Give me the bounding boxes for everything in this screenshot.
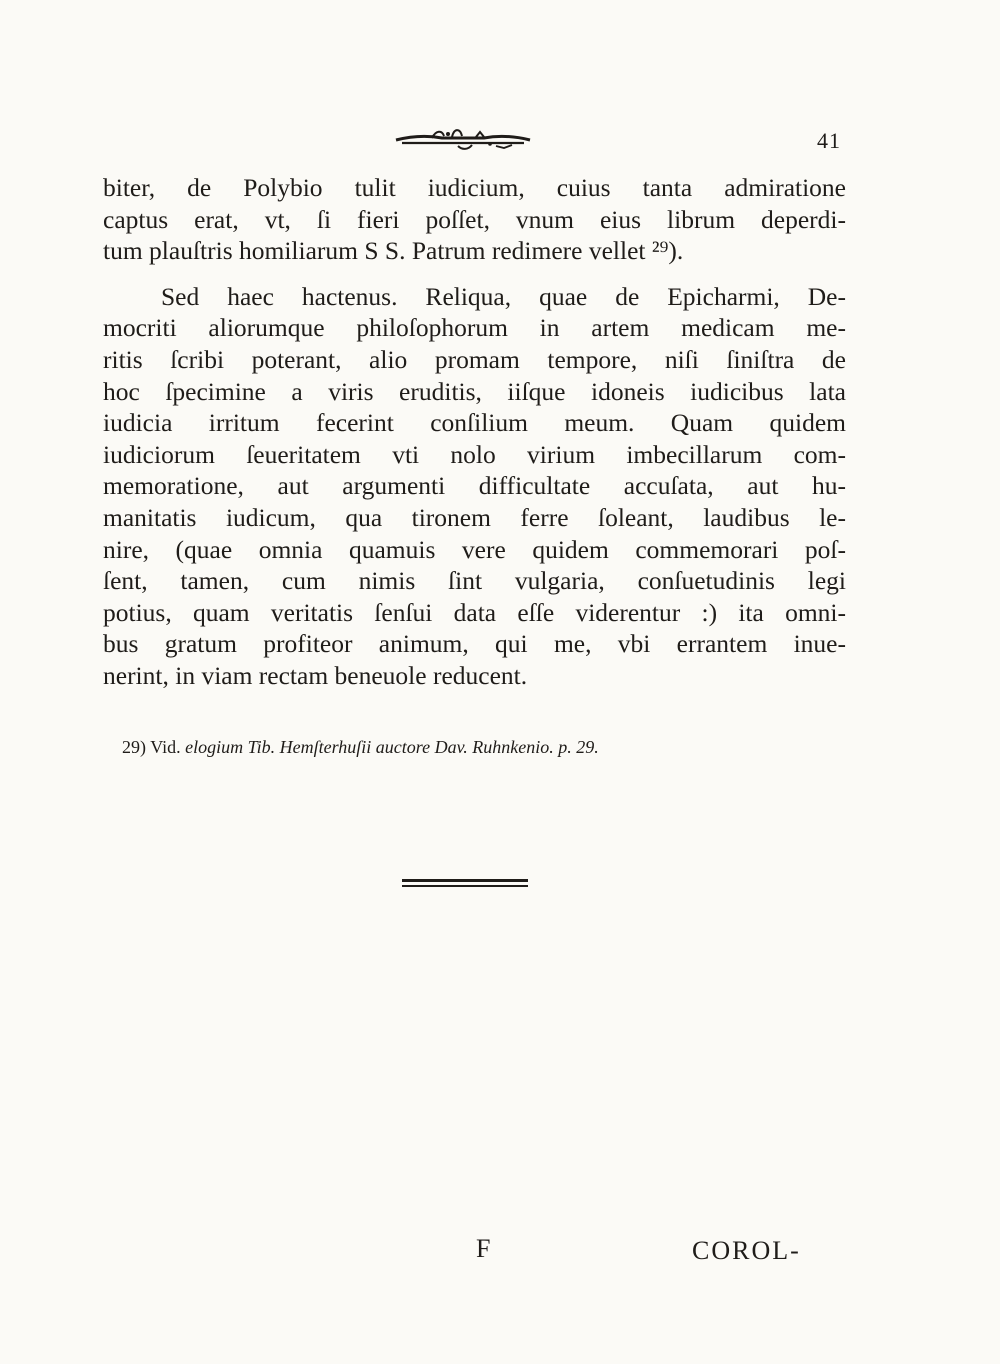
body-text — [103, 172, 846, 692]
paragraph-2 — [103, 281, 846, 692]
ornamental-headpiece-icon — [392, 126, 534, 152]
text-line: biter, de Polybio tulit iudicium, cuius tanta admiratione — [103, 173, 846, 202]
text-line: memoratione, aut argumenti difficultate accuſata, aut hu- — [103, 471, 846, 501]
text-line: ritis ſcribi poterant, alio promam tempore, niſi ſiniſtra de — [103, 344, 846, 374]
text-line: ſent, tamen, cum nimis ſint vulgaria, conſuetudinis legi — [103, 566, 846, 596]
signature-mark: F — [476, 1234, 491, 1263]
footnote-lead: Vid. — [150, 737, 181, 757]
text-line: iudiciorum ſeueritatem vti nolo virium imbecillarum com- — [103, 439, 846, 469]
text-line: hoc ſpecimine a viris eruditis, iiſque idoneis iudicibus lata — [103, 376, 846, 406]
text-line: captus erat, vt, ſi fieri poſſet, vnum eius librum deperdi- — [103, 204, 846, 234]
text-line: iudicia irritum fecerint conſilium meum. Quam quidem — [103, 408, 846, 438]
text-line: bus gratum profiteor animum, qui me, vbi errantem inue- — [103, 629, 846, 659]
text-line: tum plauſtris homiliarum S S. Patrum redimere vellet ²⁹). — [103, 236, 684, 266]
text-line: Sed haec hactenus. Reliqua, quae de Epicharmi, De- — [161, 281, 846, 311]
text-line: nire, (quae omnia quamuis vere quidem commemorari poſ- — [103, 534, 846, 564]
text-line: potius, quam veritatis ſenſui data eſſe viderentur :) ita omni- — [103, 597, 846, 627]
catchword: COROL- — [692, 1236, 801, 1265]
text-line: manitatis iudicum, qua tironem ferre ſoleant, laudibus le- — [103, 502, 846, 532]
text-line: nerint, in viam rectam beneuole reducent. — [103, 660, 528, 690]
footnote-citation: elogium Tib. Hemſterhuſii auctore Dav. Ruhnkenio. p. 29. — [185, 737, 599, 757]
text-line: mocriti aliorumque philoſophorum in artem medicam me- — [103, 313, 846, 343]
footnote-number: 29) — [122, 737, 146, 757]
paragraph-1 — [103, 172, 846, 267]
page-number: 41 — [817, 128, 841, 153]
closing-rule-divider — [402, 879, 528, 889]
footnote — [122, 735, 822, 759]
